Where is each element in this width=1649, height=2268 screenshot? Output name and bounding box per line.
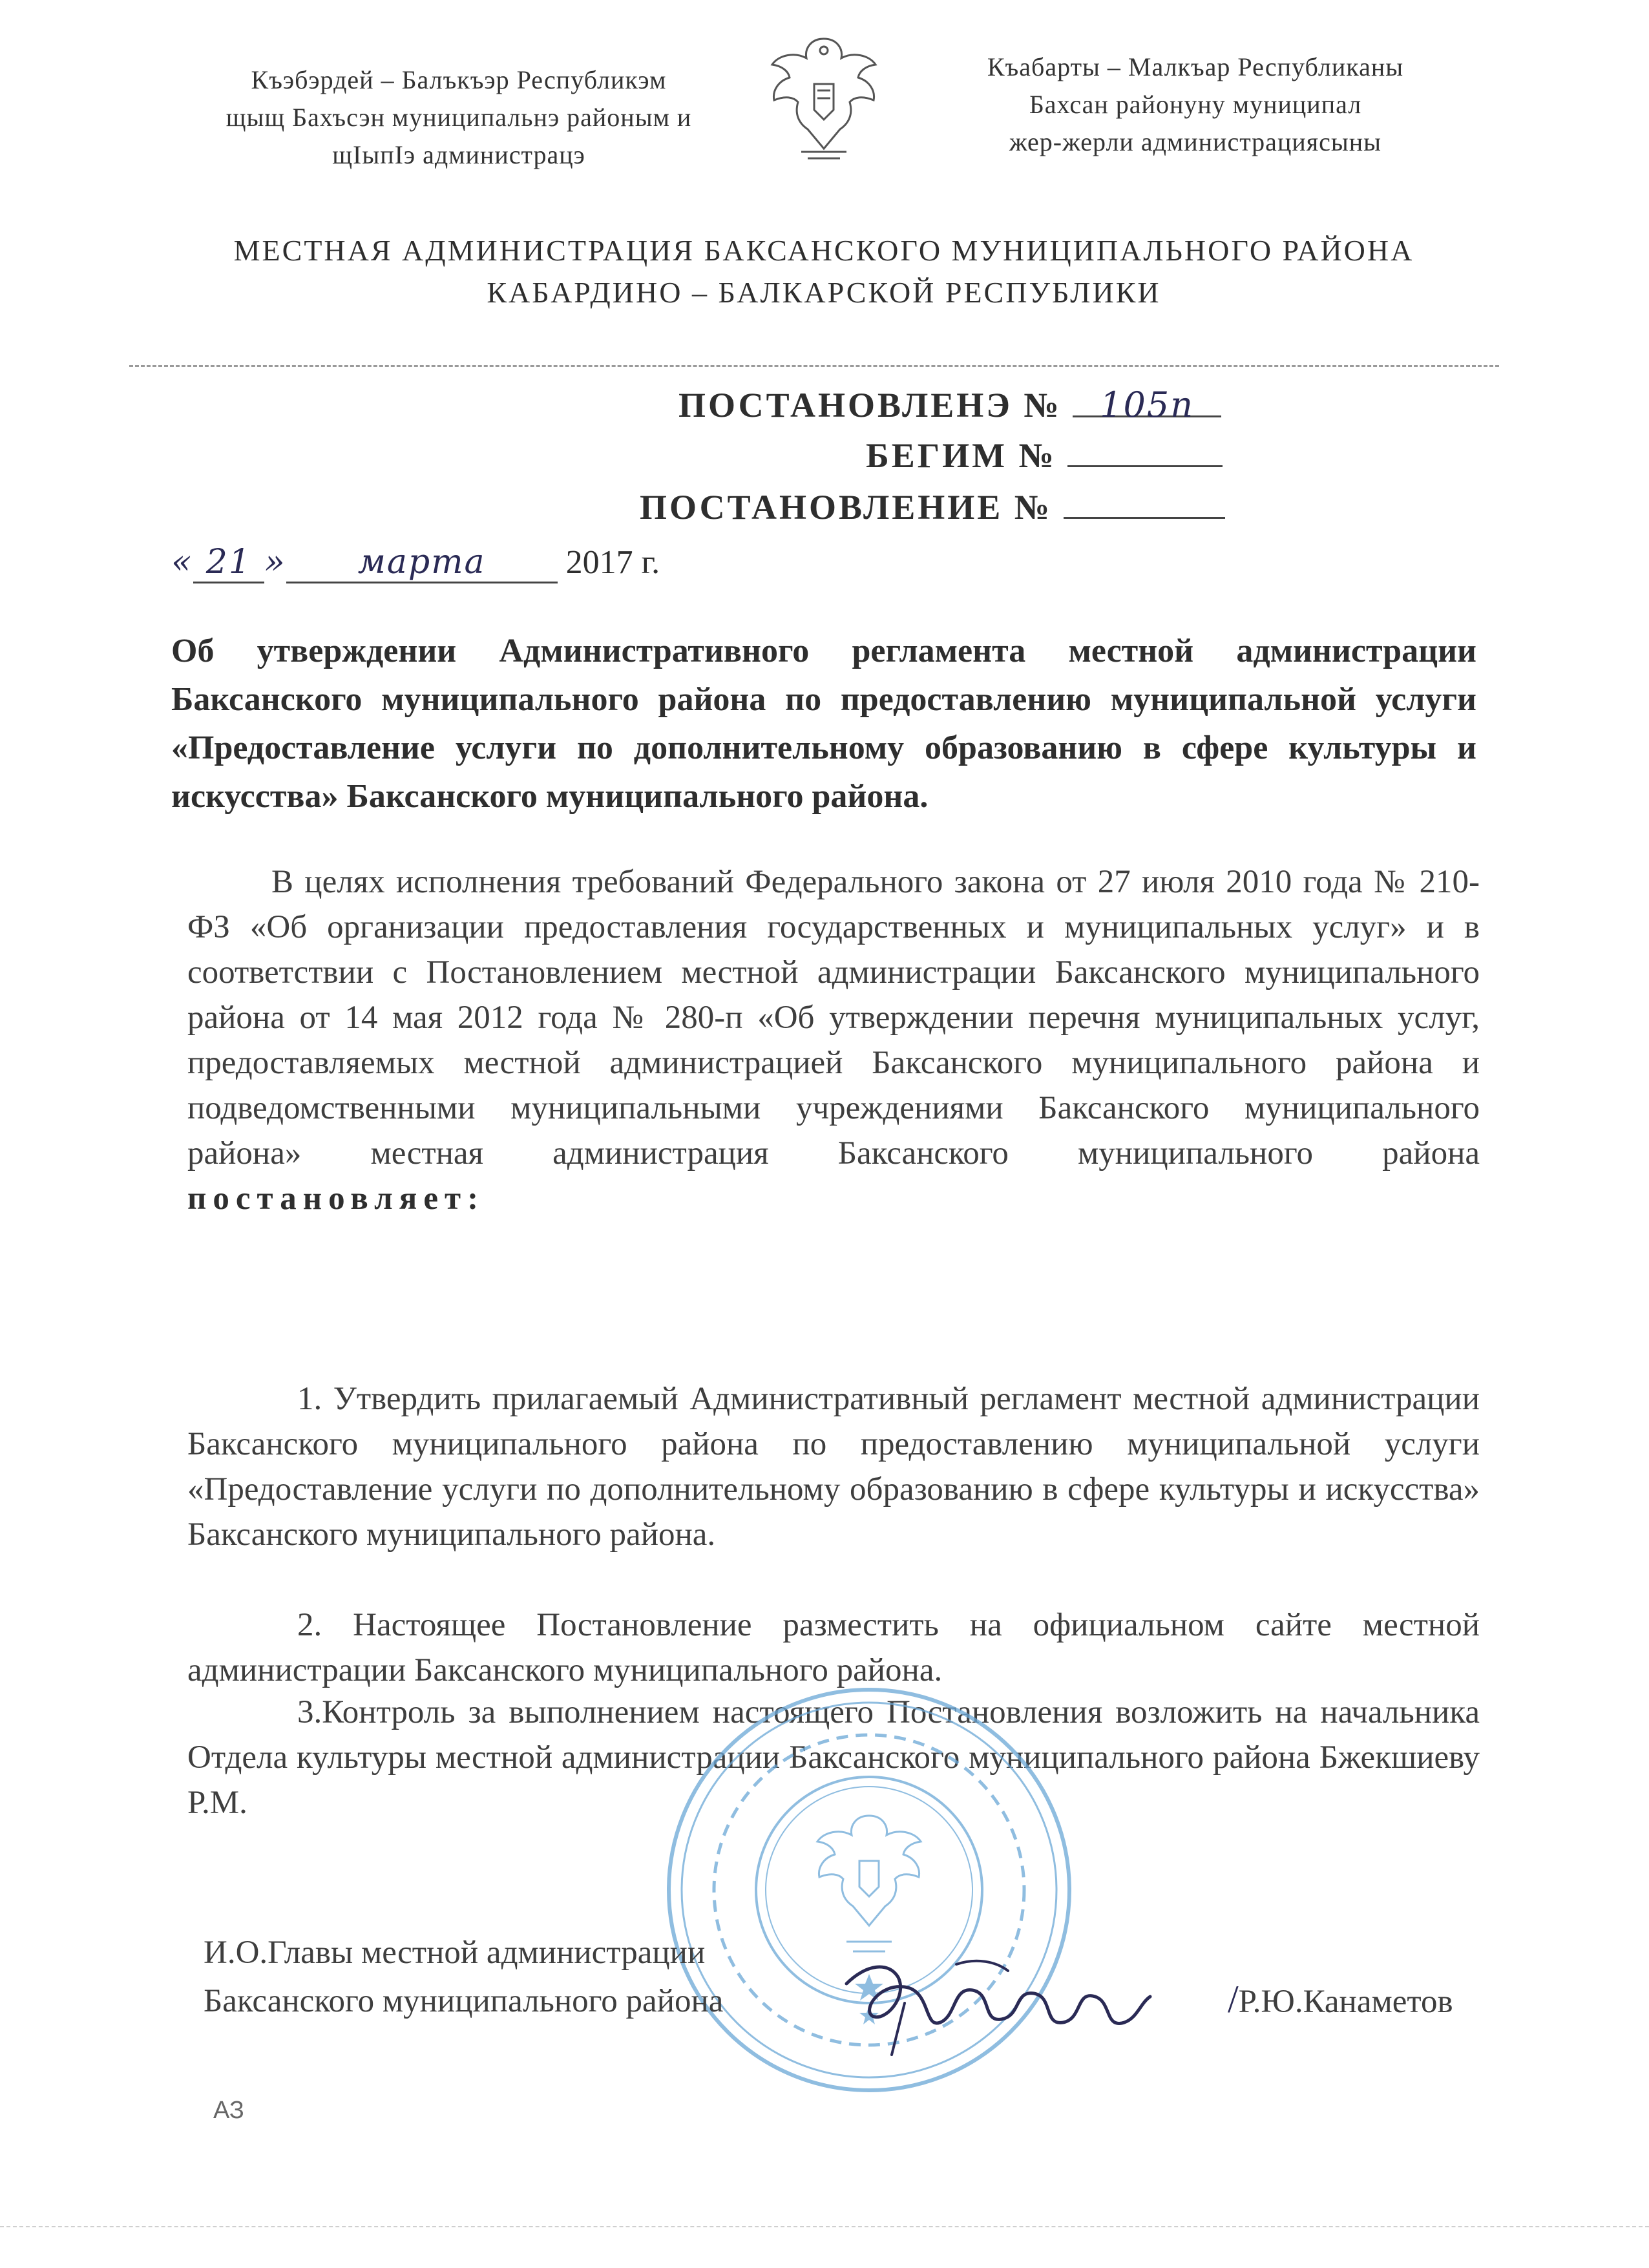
date-day: 21 bbox=[193, 543, 264, 583]
preamble-paragraph bbox=[187, 859, 1480, 1221]
header-divider bbox=[129, 365, 1499, 367]
signatory-position-line-2: Баксанского муниципального района bbox=[204, 1983, 724, 2019]
resolution-number-blank-balkar bbox=[1067, 434, 1223, 467]
header-left-line-1: Къэбэрдей – Балъкъэр Республикэм bbox=[251, 65, 667, 94]
resolution-item-1: 1. Утвердить прилагаемый Административный регламент местной администрации Баксанского муниципального района по предоставлению муниципальной услуги «Предоставление услуги по дополнительному образованию в сфере культуры и искусства» Баксанского муниципального района. bbox=[187, 1381, 1480, 1553]
header-balkar-text bbox=[918, 48, 1473, 161]
date-close-quote: » bbox=[264, 543, 286, 582]
header-right-line-1: Къабарты – Малкъар Республиканы bbox=[987, 52, 1404, 81]
resolution-item-2: 2. Настоящее Постановление разместить на официальном сайте местной администрации Баксанского муниципального района. bbox=[187, 1607, 1480, 1688]
header-left-line-2: щыщ Бахъсэн муниципальнэ районым и bbox=[226, 103, 692, 132]
header-right-line-3: жер-жерли администрациясыны bbox=[1009, 127, 1382, 156]
header-left-line-3: щIыпIэ администрацэ bbox=[332, 140, 585, 169]
resolution-line-kabardian bbox=[678, 384, 1221, 425]
resolution-item-3: 3.Контроль за выполнением настоящего Постановления возложить на начальника Отдела культуры местной администрации Баксанского муниципального района Бжекшиеву Р.М. bbox=[187, 1694, 1480, 1821]
header-right-line-2: Бахсан районуну муниципал bbox=[1029, 90, 1362, 119]
resolution-line-balkar bbox=[866, 434, 1223, 476]
header-kabardian-text bbox=[168, 61, 750, 174]
date-month: марта bbox=[286, 543, 558, 583]
date-year: 2017 г. bbox=[565, 544, 660, 581]
resolution-line-russian bbox=[640, 486, 1225, 527]
signatory-name: /Р.Ю.Канаметов bbox=[1228, 1978, 1453, 2021]
resolution-number: 105п bbox=[1100, 384, 1195, 425]
signatory-position-line-1: И.О.Главы местной администрации bbox=[204, 1935, 706, 1971]
date-open-quote: « bbox=[171, 543, 193, 582]
signatory-name-text: Р.Ю.Канаметов bbox=[1238, 1984, 1453, 2020]
resolution-label-kabardian: ПОСТАНОВЛЕНЭ № bbox=[678, 386, 1062, 425]
resolution-number-blank-russian bbox=[1064, 486, 1225, 519]
resolution-label-balkar: БЕГИМ № bbox=[866, 436, 1056, 475]
signatory-position bbox=[204, 1929, 723, 2026]
organization-republic: КАБАРДИНО – БАЛКАРСКОЙ РЕСПУБЛИКИ bbox=[487, 276, 1161, 309]
handwritten-signature-icon bbox=[827, 1926, 1163, 2068]
document-title: Об утверждении Административного регламента местной администрации Баксанского муниципального района по предоставлению муниципальной услуги «Предоставление услуги по дополнительному образованию в сфере культуры и искусства» Баксанского муниципального района. bbox=[171, 633, 1476, 815]
resolution-number-field bbox=[1073, 384, 1221, 425]
preamble-text: В целях исполнения требований Федерального закона от 27 июля 2010 года № 210-ФЗ «Об организации предоставления государственных и муниципальных услуг» и в соответствии с Постановлением местной администрации Баксанского муниципального района от 14 мая 2012 года № 280-п «Об утверждении перечня муниципальных услуг, предоставляемых местной администрацией Баксанского муниципального района и подведомственными муниципальными учреждениями Баксанского муниципального района» местная администрация Баксанского муниципального района bbox=[187, 864, 1480, 1171]
resolves-word: постановляет: bbox=[187, 1181, 485, 1217]
organization-name: МЕСТНАЯ АДМИНИСТРАЦИЯ БАКСАНСКОГО МУНИЦИПАЛЬНОГО РАЙОНА bbox=[233, 234, 1414, 267]
coat-of-arms-icon bbox=[762, 26, 885, 168]
resolution-date bbox=[171, 543, 660, 583]
footer-divider bbox=[0, 2226, 1649, 2227]
resolution-label-russian: ПОСТАНОВЛЕНИЕ № bbox=[640, 488, 1052, 527]
executor-initials: АЗ bbox=[213, 2097, 244, 2124]
